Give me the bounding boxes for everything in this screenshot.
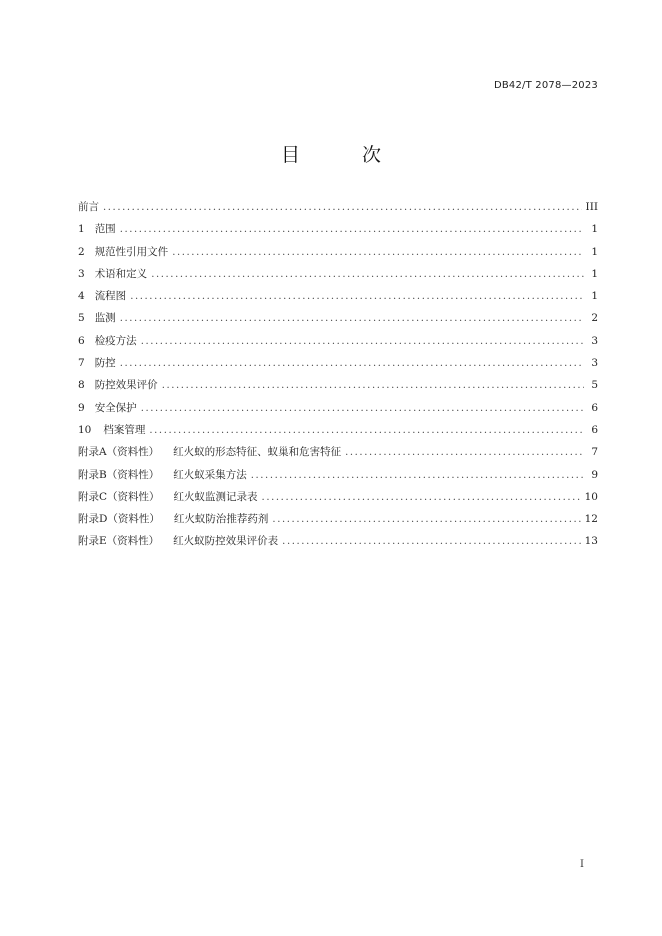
toc-entry-2[interactable] xyxy=(78,244,598,266)
toc-entry-page: 5 xyxy=(591,379,598,392)
toc-entry-appendix-c[interactable] xyxy=(78,489,598,511)
toc-appendix-number: 附录A（资料性） xyxy=(78,446,160,459)
toc-entry-9[interactable] xyxy=(78,400,598,422)
toc-entry-page: 7 xyxy=(591,446,598,459)
toc-entry-page: 9 xyxy=(591,468,598,481)
toc-leader-dots xyxy=(151,269,584,280)
toc-entry-label: 红火蚁防治推荐药剂 xyxy=(173,513,269,526)
toc-entry-page: 1 xyxy=(591,290,598,303)
toc-entry-number: 4 xyxy=(78,290,85,303)
toc-appendix-number: 附录D（资料性） xyxy=(78,513,160,526)
toc-leader-dots xyxy=(149,425,584,436)
toc-appendix-number: 附录E（资料性） xyxy=(78,535,160,548)
toc-entry-label: 监测 xyxy=(94,312,116,325)
toc-entry-label: 范围 xyxy=(94,223,116,236)
toc-entry-label: 术语和定义 xyxy=(94,267,148,280)
toc-entry-3[interactable] xyxy=(78,266,598,288)
toc-entry-appendix-b[interactable] xyxy=(78,467,598,489)
toc-entry-label: 检疫方法 xyxy=(94,334,137,347)
toc-entry-page: 1 xyxy=(591,245,598,258)
toc-appendix-number: 附录B（资料性） xyxy=(78,468,160,481)
toc-entry-number: 1 xyxy=(78,223,85,236)
toc-entry-label: 红火蚁监测记录表 xyxy=(173,490,258,503)
toc-entry-page: 1 xyxy=(591,267,598,280)
document-code: DB42/T 2078—2023 xyxy=(493,80,598,91)
toc-entry-page: 2 xyxy=(591,312,598,325)
toc-entry-appendix-a[interactable] xyxy=(78,444,598,466)
toc-entry-1[interactable] xyxy=(78,221,598,243)
page-number: I xyxy=(580,859,584,870)
toc-entry-appendix-d[interactable] xyxy=(78,511,598,533)
toc-entry-page: 13 xyxy=(584,535,598,548)
toc-entry-number: 7 xyxy=(78,357,85,370)
toc-appendix-number: 附录C（资料性） xyxy=(78,490,160,503)
toc-leader-dots xyxy=(120,358,584,369)
toc-leader-dots xyxy=(141,403,584,414)
toc-leader-dots xyxy=(103,202,582,213)
toc-entry-label: 红火蚁的形态特征、蚁巢和危害特征 xyxy=(173,446,342,459)
toc-leader-dots xyxy=(120,313,584,324)
toc-entry-label: 规范性引用文件 xyxy=(94,245,169,258)
toc-leader-dots xyxy=(162,380,584,391)
toc-title: 目 次 xyxy=(280,144,410,166)
toc-entry-page: 6 xyxy=(591,423,598,436)
toc-leader-dots xyxy=(130,291,584,302)
toc-leader-dots xyxy=(345,447,584,458)
toc-leader-dots xyxy=(120,224,584,235)
toc-entry-label: 前言 xyxy=(78,201,99,213)
toc-entry-foreword[interactable] xyxy=(78,199,598,221)
toc-entry-page: III xyxy=(585,201,598,213)
toc-entry-label: 安全保护 xyxy=(94,401,137,414)
toc-entry-number: 5 xyxy=(78,312,85,325)
toc-entry-number: 10 xyxy=(78,423,92,436)
toc-entry-label: 防控 xyxy=(94,357,116,370)
toc-leader-dots xyxy=(262,492,581,503)
toc-leader-dots xyxy=(272,514,580,525)
toc-entry-label: 档案管理 xyxy=(103,423,146,436)
toc-entry-7[interactable] xyxy=(78,355,598,377)
toc-entry-number: 9 xyxy=(78,401,85,414)
toc-entry-number: 6 xyxy=(78,334,85,347)
toc-entry-number: 8 xyxy=(78,379,85,392)
toc-entry-10[interactable] xyxy=(78,422,598,444)
toc-entry-page: 3 xyxy=(591,334,598,347)
toc-entry-6[interactable] xyxy=(78,333,598,355)
table-of-contents xyxy=(78,199,598,556)
toc-entry-page: 12 xyxy=(584,513,598,526)
toc-entry-page: 3 xyxy=(591,357,598,370)
toc-entry-page: 1 xyxy=(591,223,598,236)
toc-leader-dots xyxy=(282,536,580,547)
toc-entry-number: 3 xyxy=(78,267,85,280)
toc-entry-4[interactable] xyxy=(78,288,598,310)
toc-entry-number: 2 xyxy=(78,245,85,258)
toc-entry-appendix-e[interactable] xyxy=(78,533,598,555)
toc-entry-page: 10 xyxy=(584,490,598,503)
toc-entry-page: 6 xyxy=(591,401,598,414)
toc-entry-label: 流程图 xyxy=(94,290,127,303)
toc-entry-label: 红火蚁防控效果评价表 xyxy=(173,535,279,548)
toc-leader-dots xyxy=(141,336,584,347)
toc-entry-8[interactable] xyxy=(78,377,598,399)
toc-leader-dots xyxy=(172,247,584,258)
toc-entry-label: 红火蚁采集方法 xyxy=(173,468,247,481)
toc-entry-label: 防控效果评价 xyxy=(94,379,158,392)
toc-entry-5[interactable] xyxy=(78,310,598,332)
toc-leader-dots xyxy=(251,470,584,481)
